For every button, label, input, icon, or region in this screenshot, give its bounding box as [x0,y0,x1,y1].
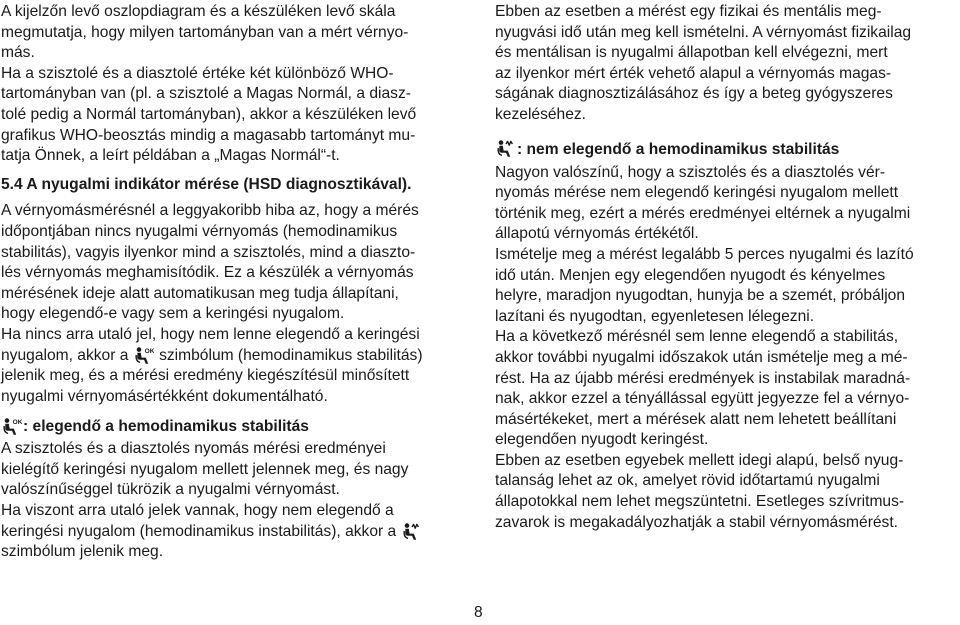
text-line: nyomás mérése nem elegendő keringési nyugalom mellett [495,184,899,202]
text-line: ságának diagnosztizálásához és így a beteg gyógyszeres [495,85,893,103]
svg-text:OK: OK [12,419,22,427]
text-line: helyre, maradjon nyugodtan, hunyja be a szemét, próbáljon [495,287,906,305]
text-line: megmutatja, hogy milyen tartományban van a mért vérnyo- [1,23,409,41]
text-line: A szisztolés és a diasztolés nyomás mérési eredményei [1,440,386,458]
text-line: és mentálisan is nyugalmi állapotban kell elvégezni, mert [495,44,888,62]
text-line: másértékeket, mert a mérések alatt nem lehetett beállítani [495,410,897,428]
text-line: nyugvási idő után meg kell ismételni. A vérnyomást fizikailag [495,23,912,41]
text-line: A vérnyomásmérésnél a leggyakoribb hiba az, hogy a mérés [1,202,419,220]
text-line: szimbólum jelenik meg. [1,543,164,561]
text-line: grafikus WHO-beosztás mindig a magasabb tartományt mu- [1,126,416,144]
text-span: keringési nyugalom (hemodinamikus instabilitás), akkor a [1,522,401,540]
text-line: zavarok is megakadályozhatják a stabil vérnyomásmérést. [495,513,899,531]
paragraph-common-error [1,201,469,325]
notok-heading-text: : nem elegendő a hemodinamikus stabilitás [517,140,840,158]
text-line: idő után. Menjen egy elegendően nyugodt és kényelmes [495,266,886,284]
paragraph-repeat-measurement [495,2,957,126]
text-line: lazítani és nyugodtan, egyenletesen lélegezni. [495,307,815,325]
text-line: állapotú vérnyomás értékétől. [495,225,699,243]
text-line: Nagyon valószínű, hogy a szisztolés és a diasztolés vér- [495,163,886,181]
page-number: 8 [474,604,483,621]
paragraph-persisting-instability [495,327,957,451]
text-line: történik meg, ezért a mérés eredményei eltérnek a nyugalmi [495,204,911,222]
paragraph-stable-results [1,439,469,501]
paragraph-ok-symbol [1,325,469,407]
paragraph-possible-causes [495,451,957,533]
text-line: tolé pedig a Normál tartományban), akkor a készüléken levő [1,105,417,123]
text-line: tartományban van (pl. a szisztolé a Magas Normál, a diasz- [1,85,411,103]
section-heading: 5.4 A nyugalmi indikátor mérése (HSD diagnosztikával). [1,175,412,193]
text-line: kezeléséhez. [495,105,587,123]
text-line: tatja Önnek, a leírt példában a „Magas Normál“-t. [1,147,340,165]
text-line: kielégítő keringési nyugalom mellett jelennek meg, és nagy [1,460,409,478]
seated-person-ok-icon [134,346,154,366]
seated-person-ok-icon [2,417,22,437]
svg-text:OK: OK [144,347,154,355]
left-column [1,2,469,563]
text-line: Ebben az esetben egyebek mellett idegi alapú, belső nyug- [495,451,904,469]
text-line: talanság lehet az ok, amelyet rövid időtartamú nyugalmi [495,472,880,490]
paragraph-unstable-results [495,163,957,245]
text-line: Ha nincs arra utaló jel, hogy nem lenne elegendő a keringési [1,325,420,343]
text-line: Ismételje meg a mérést legalább 5 perces nyugalmi és lazító [495,245,914,263]
seated-person-wave-icon [402,522,422,542]
text-line: más. [1,44,35,62]
text-line: Ha a következő mérésnél sem lenne elegendő a stabilitás, [495,328,899,346]
text-span: szimbólum (hemodinamikus stabilitás) [154,346,423,364]
text-line: időpontjában nincs nyugalmi vérnyomás (hemodinamikus [1,222,398,240]
text-line: hogy elegendő-e vagy sem a keringési nyugalom. [1,305,345,323]
text-line: Ebben az esetben a mérést egy fizikai és mentális meg- [495,3,882,20]
text-line [1,522,469,543]
text-line: az ilyenkor mért érték vehető alapul a vérnyomás magas- [495,64,892,82]
ok-heading-text: : elegendő a hemodinamikus stabilitás [23,418,309,436]
text-line: valószínűséggel tükrözik a nyugalmi vérnyomást. [1,481,340,499]
text-span: nyugalom, akkor a [1,346,133,364]
text-line: lés vérnyomás meghamisítódik. Ez a készülék a vérnyomás [1,264,414,282]
right-column [495,2,957,533]
text-line: jelenik meg, és a mérési eredmény kiegészítésül minősített [1,367,410,385]
text-line [1,346,469,367]
text-line: mérésének ideje alatt automatikusan meg tudja állapítani, [1,284,399,302]
paragraph-relax-instructions [495,245,957,327]
text-line: A kijelzőn levő oszlopdiagram és a készüléken levő skála [1,3,396,20]
text-line: nak, akkor ezzel a tényállással együtt jegyezze fel a vérnyo- [495,390,910,408]
notok-heading [495,139,957,161]
text-line: elegendően nyugodt keringést. [495,431,709,449]
text-line: állapotokkal nem lehet megszüntetni. Esetleges szívritmus- [495,493,905,511]
text-line: nyugalmi vérnyomásértékként dokumentálható. [1,387,328,405]
text-line: rést. Ha az újabb mérési eredmények is instabilak maradná- [495,369,911,387]
text-line: akkor további nyugalmi időszakok után ismételje meg a mé- [495,348,908,366]
ok-heading [1,416,469,438]
paragraph-unstable-symbol [1,501,469,563]
seated-person-wave-icon [496,139,516,159]
intro-paragraph [1,2,469,167]
text-line: Ha viszont arra utaló jelek vannak, hogy nem elegendő a [1,502,394,520]
text-line: Ha a szisztolé és a diasztolé értéke két különböző WHO- [1,64,394,82]
text-line: stabilitás), vagyis ilyenkor mind a szisztolés, mind a diaszto- [1,243,416,261]
